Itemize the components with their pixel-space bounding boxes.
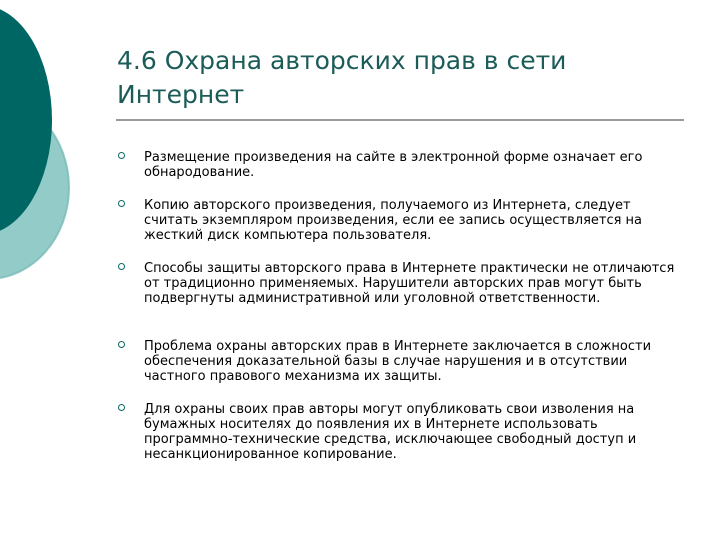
bullet-text: Копию авторского произведения, получаемого из Интернета, следует считать экземпляром произведения, если ее запись осуществляется на жесткий диск компьютера пользователя.: [144, 198, 643, 243]
slide-title: 4.6 Охрана авторских прав в сети Интернет: [117, 46, 567, 109]
bullet-text: Способы защиты авторского права в Интернете практически не отличаются от традиционно применяемых. Нарушители авторских прав могут быть подвергнуты административной или уголовной ответственности.: [144, 261, 675, 306]
bullet-text: Размещение произведения на сайте в электронной форме означает его обнародование.: [144, 150, 643, 180]
hollow-circle-icon: [118, 341, 125, 348]
bullet-text: Для охраны своих прав авторы могут опубликовать свои изволения на бумажных носителях до появления их в Интернете использовать программно-технические средства, исключающее свободный доступ и несанкционированное копирование.: [144, 402, 637, 462]
hollow-circle-icon: [118, 200, 125, 207]
hollow-circle-icon: [118, 263, 125, 270]
hollow-circle-icon: [118, 404, 125, 411]
hollow-circle-icon: [118, 152, 125, 159]
bullet-list: [118, 150, 680, 462]
bullet-item: [118, 150, 680, 180]
bullet-item: [118, 198, 680, 243]
bullet-item: [118, 339, 680, 384]
bullet-text: Проблема охраны авторских прав в Интернете заключается в сложности обеспечения доказательной базы в случае нарушения и в отсутствии частного правового механизма их защиты.: [144, 339, 652, 384]
bullet-item: [118, 261, 680, 321]
bullet-item: [118, 402, 680, 462]
title-divider: [116, 119, 684, 121]
